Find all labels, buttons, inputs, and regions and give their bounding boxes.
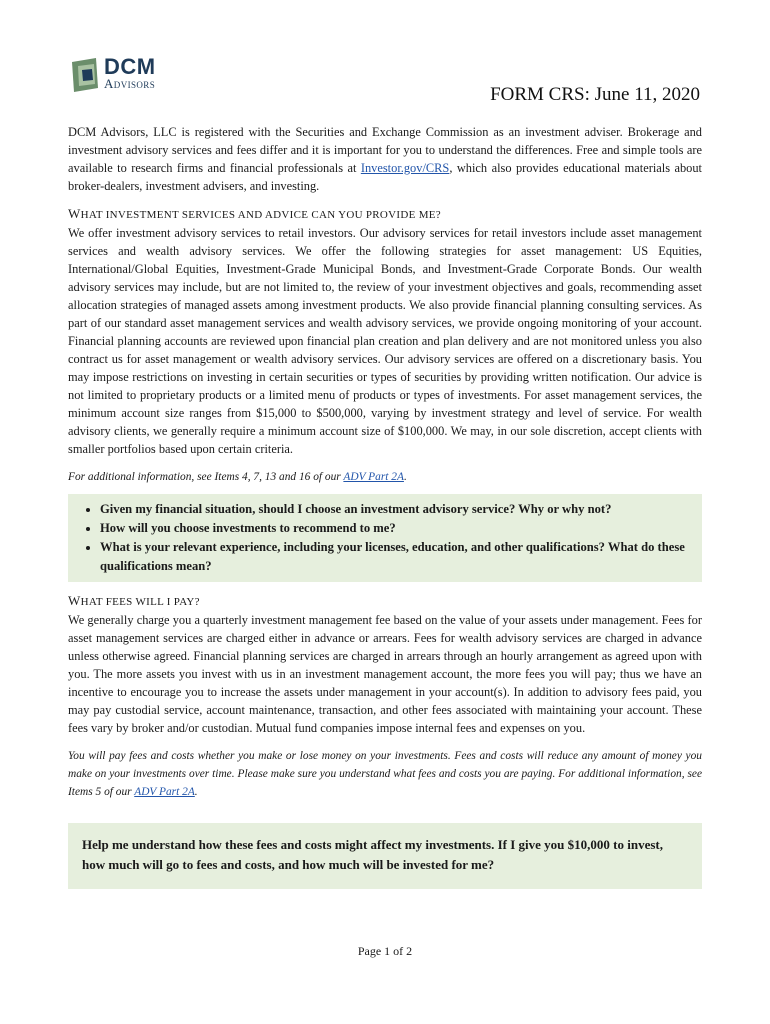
question-item: • How will you choose investments to recommend to me?: [100, 519, 690, 538]
fees-note: [68, 747, 702, 801]
services-note-end: .: [403, 471, 407, 483]
intro-text-end: , which also provides educational materials about broker-dealers, investment advisers, and investing.: [68, 161, 702, 193]
page-number: Page 1 of 2: [357, 944, 413, 958]
logo-text-advisors: Advisors: [104, 76, 156, 91]
intro-paragraph: [68, 123, 702, 195]
services-paragraph: We offer investment advisory services to retail investors. Our advisory services for retail investors include asset management services and wealth advisory services. We offer the following strategies for asset management: US Equities, International/Global Equities, Investment-Grade Municipal Bonds, and Investment-Grade Corporate Bonds. Our wealth advisory services may include, but are not limited to, the review of your investment objectives and goals, recommending asset allocation strategies of managed assets among investment products. We also provide financial planning consulting services. As part of our standard asset management services and wealth advisory services, we provide ongoing monitoring of your account. Financial planning accounts are reviewed upon financial plan creation and plan delivery and are not monitored unless you also contract us for asset management or wealth advisory services. Our advisory services are offered on a discretionary basis. You may impose restrictions on investing in certain securities or types of securities by providing written notification. Our advice is not limited to proprietary products or a limited menu of products or types of investments. For asset management services, the minimum account size ranges from $15,000 to $500,000, varying by investment strategy and level of service. For wealth advisory clients, we generally require a minimum account size of $100,000. We may, in our sole discretion, accept clients with smaller portfolios based upon certain criteria.: [68, 226, 702, 456]
question-item: • What is your relevant experience, including your licenses, education, and other qualifications? What do these qualifications mean?: [100, 538, 690, 576]
question-item: • Given my financial situation, should I choose an investment advisory service? Why or why not?: [100, 500, 690, 519]
fees-note-end: .: [194, 786, 198, 798]
document-body: [68, 123, 702, 889]
intro-text: DCM Advisors, LLC is registered with the Securities and Exchange Commission as an investment adviser. Brokerage and investment advisory services and fees differ and it is important for you to understand the differences. Free and simple tools are available to research firms and financial professionals at: [68, 125, 702, 175]
company-logo: [72, 56, 172, 96]
services-note: [68, 468, 702, 486]
logo-mark-icon: [72, 58, 102, 92]
services-note-text: For additional information, see Items 4, 7, 13 and 16 of our: [68, 471, 344, 483]
services-heading: WHAT INVESTMENT SERVICES AND ADVICE CAN YOU PROVIDE ME?: [68, 206, 441, 221]
fees-note-text: You will pay fees and costs whether you make or lose money on your investments. Fees and costs will reduce any amount of money you make on your investments over time. Please make sure you understand what fees and costs you are paying. For additional information, see Items 5 of our: [68, 750, 702, 798]
fees-paragraph: We generally charge you a quarterly investment management fee based on the value of your assets under management. Fees for asset management services are charged either in advance or arrears. Fees for wealth advisory services are charged in advance unless otherwise agreed. Financial planning services are charged in arrears through an hourly arrangement as agreed upon with you. The more assets you invest with us in an investment management account, the more fees you will pay; thus we have an incentive to encourage you to increase the assets under management in your account(s). In addition to advisory fees paid, you may pay custodial service, account maintenance, transaction, and other fees associated with maintaining your account. These fees vary by broker and/or custodian. Mutual fund companies impose internal fees and expenses on you.: [68, 613, 702, 735]
fees-question-box: Help me understand how these fees and costs might affect my investments. If I give you $10,000 to invest, how much will go to fees and costs, and how much will be invested for me?: [68, 823, 702, 889]
services-questions-box: [68, 494, 702, 582]
fees-heading: WHAT FEES WILL I PAY?: [68, 593, 200, 608]
logo-text-dcm: DCM: [104, 54, 156, 79]
form-title: FORM CRS: June 11, 2020: [490, 84, 700, 105]
services-questions-list: [78, 500, 690, 576]
investor-gov-link[interactable]: Investor.gov/CRS: [360, 161, 450, 175]
adv-part-2a-link-fees[interactable]: ADV Part 2A: [134, 786, 195, 798]
adv-part-2a-link[interactable]: ADV Part 2A: [343, 471, 404, 483]
